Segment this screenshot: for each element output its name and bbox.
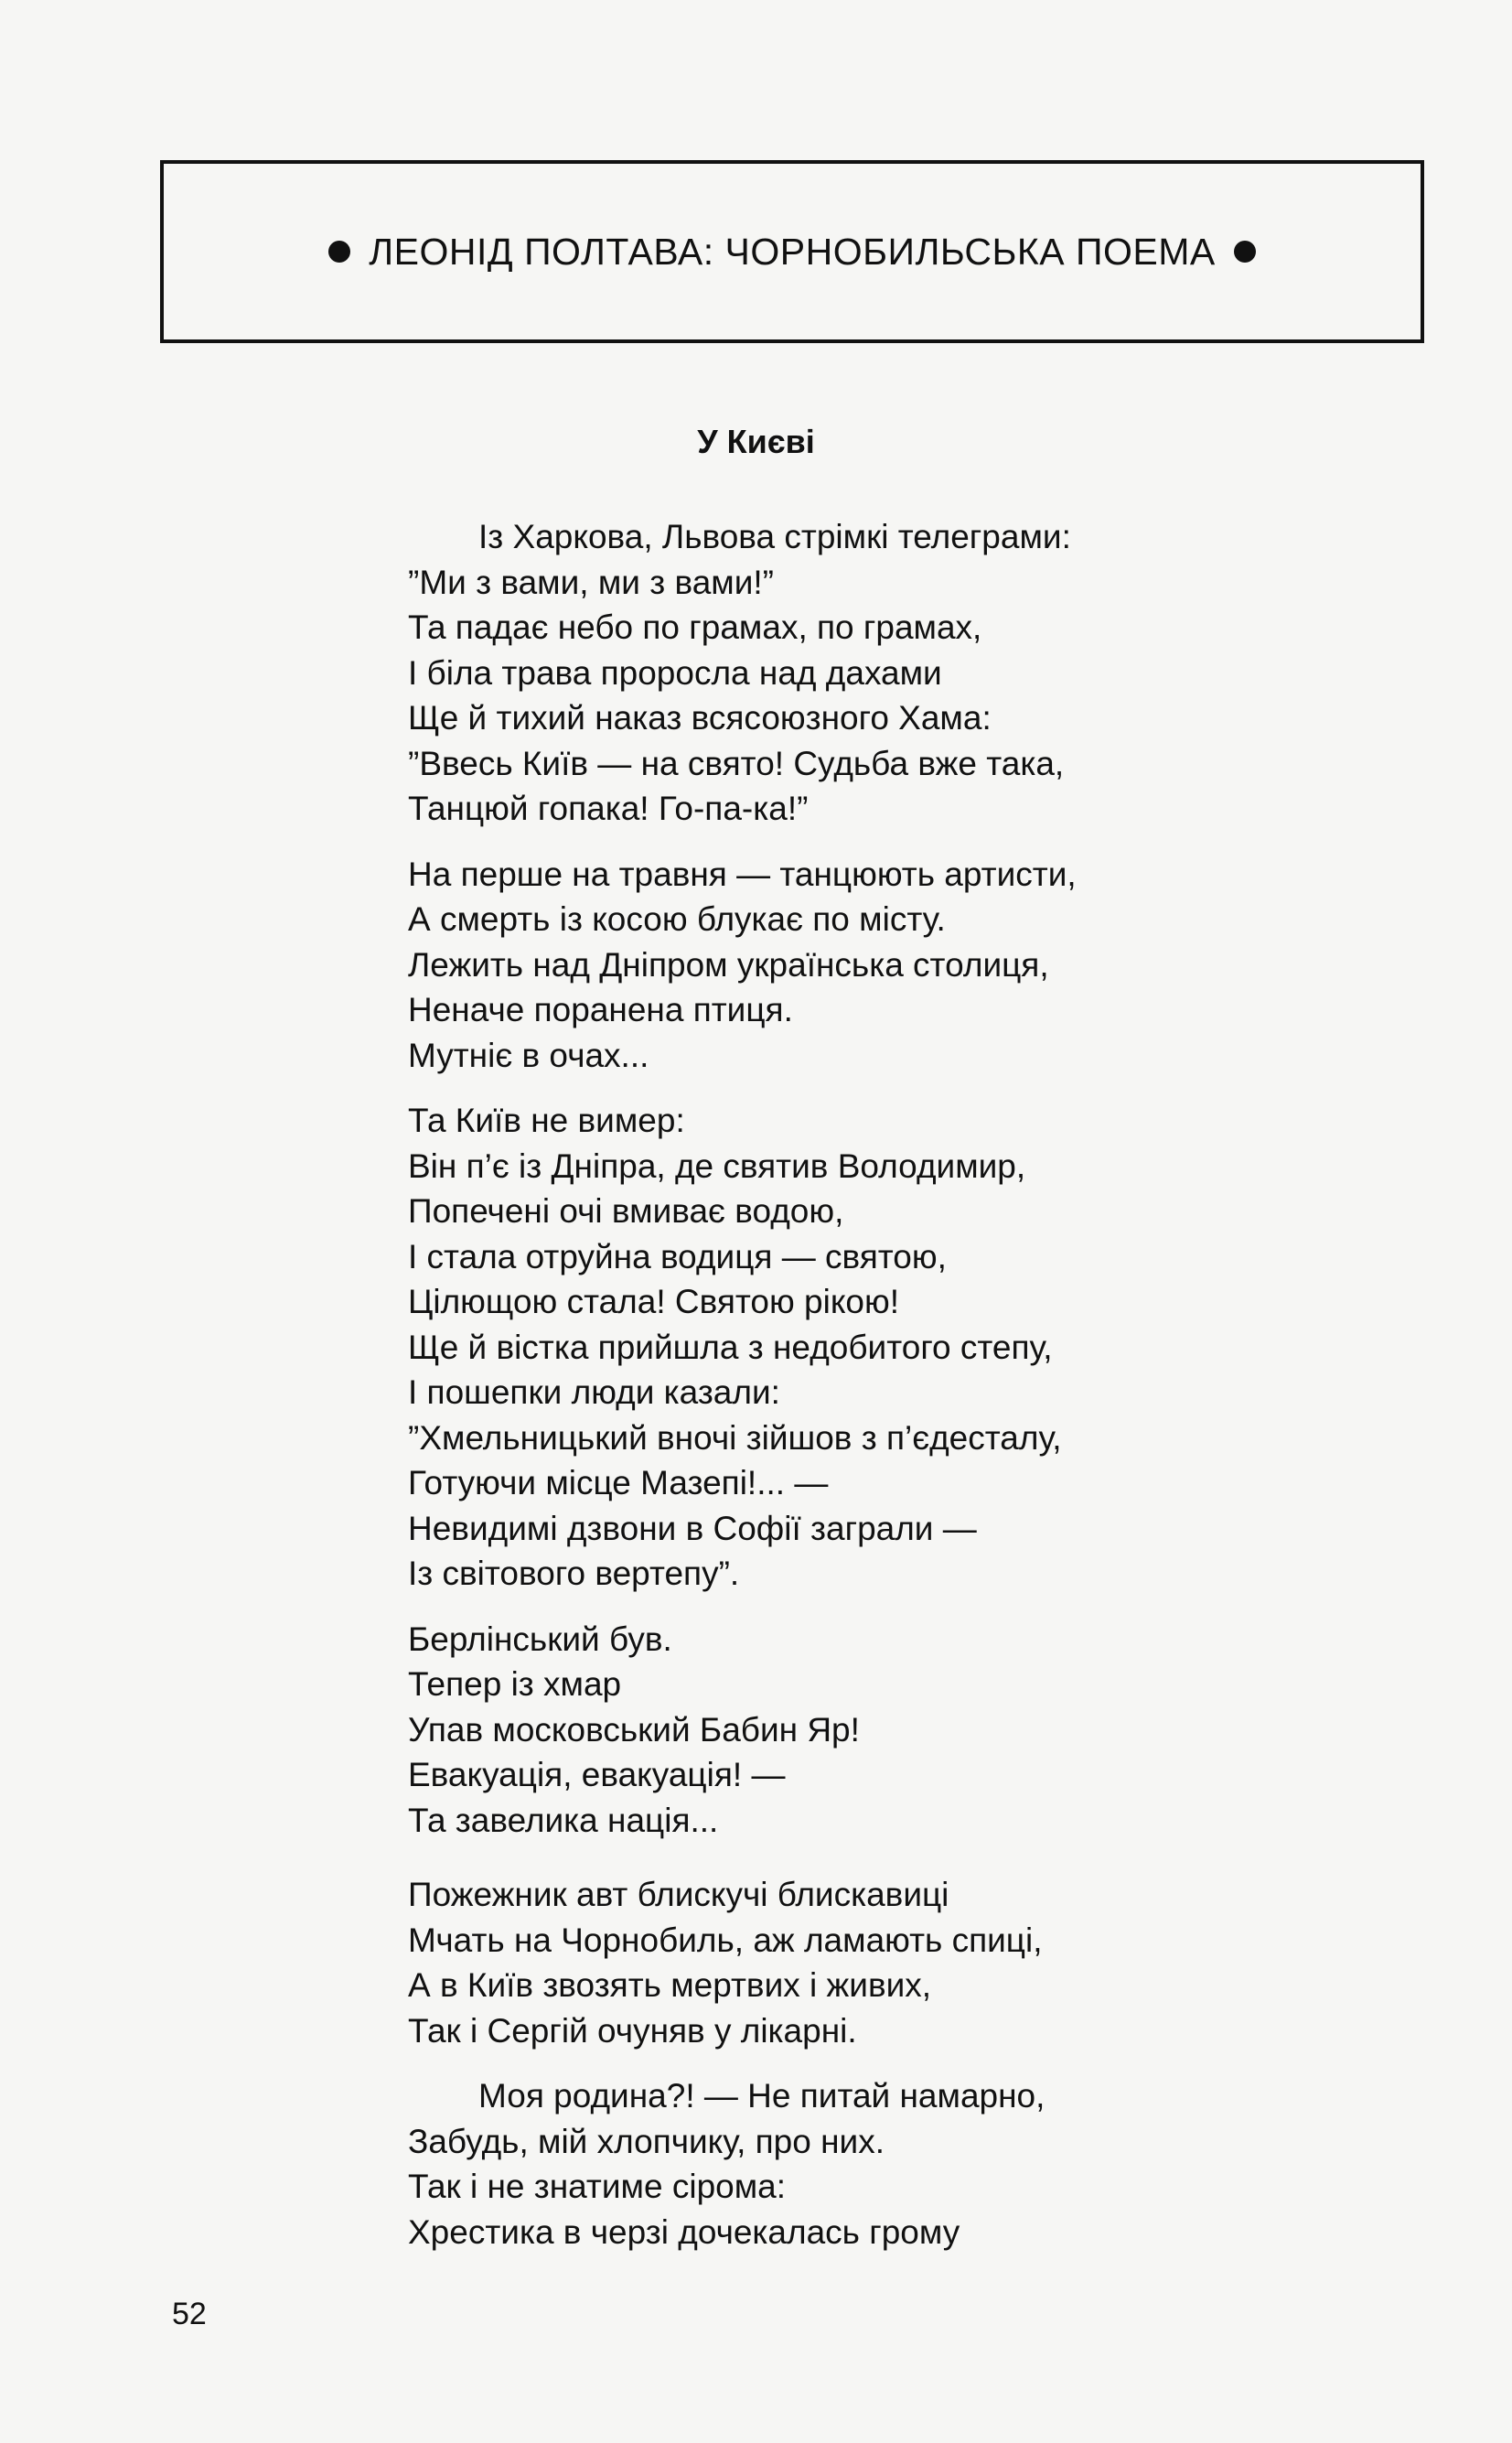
poem-line: Евакуація, евакуація! — bbox=[408, 1756, 786, 1793]
poem-line: А смерть із косою блукає по місту. bbox=[408, 900, 946, 938]
poem-line: Неначе поранена птиця. bbox=[408, 991, 793, 1028]
bullet-left-icon bbox=[328, 241, 350, 263]
poem-line: Моя родина?! — Не питай намарно, bbox=[478, 2077, 1046, 2115]
page-number: 52 bbox=[172, 2297, 207, 2331]
poem-line: Готуючи місце Мазепі!... — bbox=[408, 1464, 829, 1501]
poem-line: Так і Сергій очуняв у лікарні. bbox=[408, 2011, 857, 2050]
poem-line: Та Київ не вимер: bbox=[408, 1102, 685, 1139]
chapter-title: ЛЕОНІД ПОЛТАВА: ЧОРНОБИЛЬСЬКА ПОЕМА bbox=[369, 230, 1216, 273]
poem-line: Хрестика в черзі дочекалась грому bbox=[408, 2212, 960, 2251]
poem-line: Із світового вертепу”. bbox=[408, 1555, 740, 1592]
poem-line: Забудь, мій хлопчику, про них. bbox=[408, 2122, 885, 2160]
poem-line: І пошепки люди казали: bbox=[408, 1373, 780, 1411]
stanza-6 bbox=[408, 2073, 1460, 2255]
poem-line: Пожежник авт блискучі блискавиці bbox=[408, 1876, 949, 1913]
poem-line: Ще й тихий наказ всясоюзного Хама: bbox=[408, 699, 992, 737]
poem-line: На перше на травня — танцюють артисти, bbox=[408, 855, 1077, 893]
poem-line: ”Хмельницький вночі зійшов з п’єдесталу, bbox=[408, 1418, 1062, 1457]
poem-line: А в Київ звозять мертвих і живих, bbox=[408, 1966, 932, 2004]
poem-line: Із Харкова, Львова стрімкі телеграми: bbox=[478, 518, 1071, 555]
poem-line: Цілющою стала! Святою рікою! bbox=[408, 1283, 900, 1320]
poem-line: Берлінський був. bbox=[408, 1620, 672, 1658]
poem-body bbox=[408, 514, 1460, 2275]
poem-line: Упав московський Бабин Яр! bbox=[408, 1710, 860, 1749]
stanza-5 bbox=[408, 1872, 1460, 2053]
poem-line: Та завелика нація... bbox=[408, 1801, 719, 1839]
poem-line: Невидимі дзвони в Софії заграли — bbox=[408, 1509, 977, 1547]
poem-line: Лежить над Дніпром українська столиця, bbox=[408, 945, 1049, 984]
stanza-2 bbox=[408, 852, 1460, 1079]
bullet-right-icon bbox=[1234, 241, 1256, 263]
poem-line: Мчать на Чорнобиль, аж ламають спиці, bbox=[408, 1921, 1043, 1959]
chapter-heading bbox=[310, 231, 1273, 274]
poem-line: Попечені очі вмиває водою, bbox=[408, 1192, 844, 1230]
poem-line: Так і не знатиме сірома: bbox=[408, 2168, 787, 2205]
poem-line: Мутніє в очах... bbox=[408, 1036, 649, 1074]
header-box bbox=[160, 160, 1424, 343]
poem-line: ”Ввесь Київ — на свято! Судьба вже така, bbox=[408, 744, 1065, 782]
poem-title: У Києві bbox=[697, 423, 815, 460]
poem-line: Та падає небо по грамах, по грамах, bbox=[408, 608, 982, 646]
poem-line: Він п’є із Дніпра, де святив Володимир, bbox=[408, 1146, 1026, 1185]
poem-line: Тепер із хмар bbox=[408, 1665, 622, 1703]
poem-line: Танцюй гопака! Го-па-ка!” bbox=[408, 790, 809, 827]
poem-line: І стала отруйна водиця — святою, bbox=[408, 1237, 947, 1275]
poem-line: ”Ми з вами, ми з вами!” bbox=[408, 563, 774, 601]
stanza-3 bbox=[408, 1098, 1460, 1597]
stanza-4 bbox=[408, 1617, 1460, 1844]
poem-line: Ще й вістка прийшла з недобитого степу, bbox=[408, 1328, 1053, 1366]
stanza-1 bbox=[408, 514, 1460, 832]
poem-line: І біла трава проросла над дахами bbox=[408, 653, 942, 692]
